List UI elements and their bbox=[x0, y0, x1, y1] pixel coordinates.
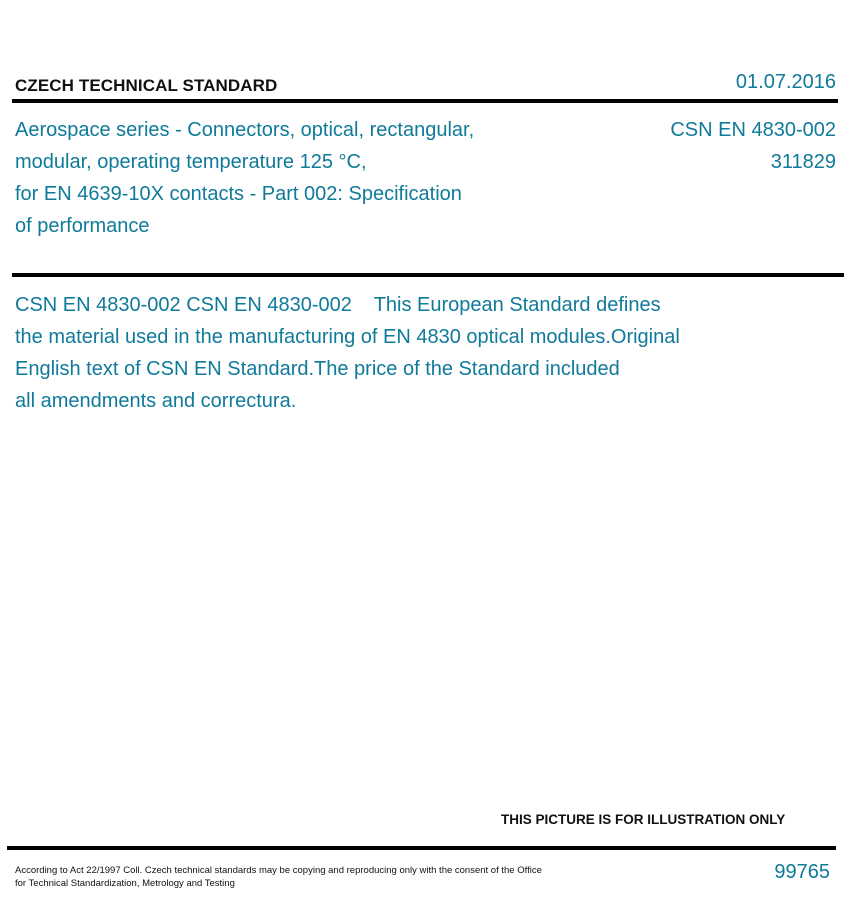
description-line: English text of CSN EN Standard.The price of the Standard included bbox=[15, 358, 620, 380]
publication-date: 01.07.2016 bbox=[735, 71, 836, 93]
standard-title bbox=[15, 114, 575, 242]
description-line: all amendments and correctura. bbox=[15, 390, 297, 412]
legal-notice bbox=[15, 864, 542, 890]
standard-code: CSN EN 4830-002 bbox=[670, 119, 836, 141]
standard-title-line: Aerospace series - Connectors, optical, rectangular, bbox=[15, 119, 475, 141]
description-line: CSN EN 4830-002 CSN EN 4830-002 This European Standard defines bbox=[15, 294, 661, 316]
document-header-title: CZECH TECHNICAL STANDARD bbox=[15, 76, 278, 95]
title-divider bbox=[12, 273, 844, 277]
class-number: 311829 bbox=[770, 151, 836, 173]
standard-title-line: modular, operating temperature 125 °C, bbox=[15, 151, 367, 173]
description-line: the material used in the manufacturing of EN 4830 optical modules.Original bbox=[15, 326, 680, 348]
standard-title-line: of performance bbox=[15, 215, 150, 237]
legal-notice-line: for Technical Standardization, Metrology and Testing bbox=[15, 878, 235, 889]
legal-notice-line: According to Act 22/1997 Coll. Czech technical standards may be copying and reproducing only with the consent of the Office bbox=[15, 865, 542, 876]
illustration-disclaimer: THIS PICTURE IS FOR ILLUSTRATION ONLY bbox=[501, 812, 786, 827]
standard-description bbox=[15, 289, 835, 417]
standard-identifiers bbox=[670, 114, 836, 178]
standard-title-line: for EN 4639-10X contacts - Part 002: Specification bbox=[15, 183, 462, 205]
document-number: 99765 bbox=[774, 861, 830, 883]
footer-divider bbox=[7, 846, 836, 850]
header-divider bbox=[12, 99, 838, 103]
